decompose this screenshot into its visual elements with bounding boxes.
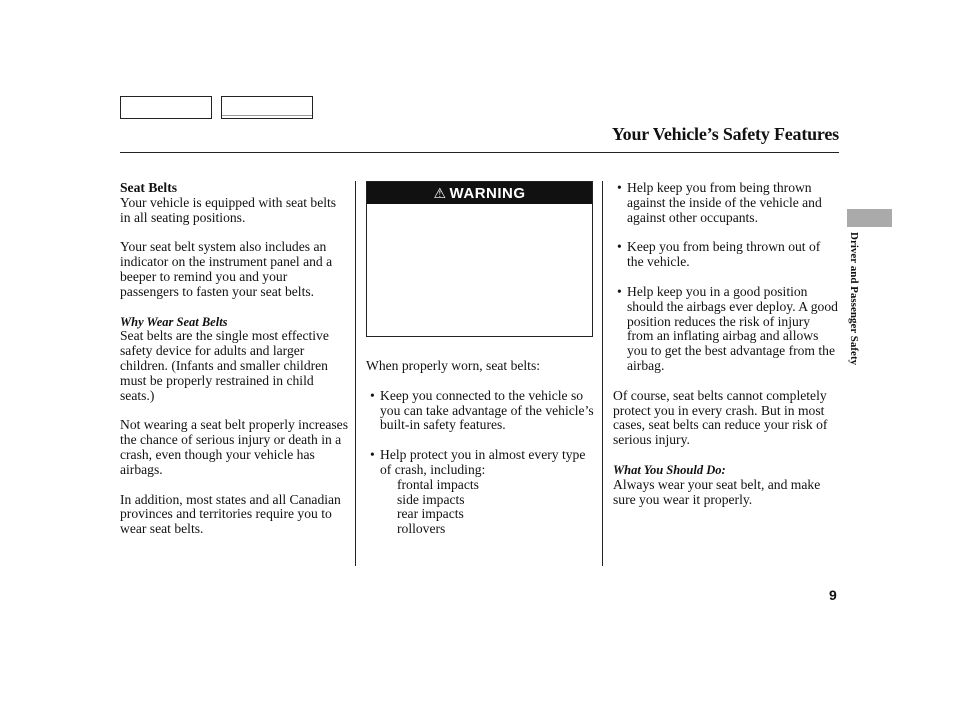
bullet-dot-icon: •: [617, 239, 622, 255]
warning-triangle-icon: ⚠: [433, 184, 447, 201]
why-wear-heading: Why Wear Seat Belts: [120, 314, 228, 329]
bullet-dot-icon: •: [370, 387, 375, 403]
crash-type-item: side impacts: [397, 491, 465, 507]
bullet-dot-icon: •: [617, 283, 622, 299]
bullet-good-position: [613, 285, 839, 374]
crash-type-item: rear impacts: [397, 506, 464, 522]
paragraph-indicator: Your seat belt system also includes an indicator on the instrument panel and a beeper to remind you and your passengers to fasten your seat belts.: [120, 239, 333, 299]
bullet-dot-icon: •: [370, 447, 375, 463]
bullet-text: Help protect you in almost every type of crash, including:: [380, 447, 586, 477]
crash-type-item: frontal impacts: [397, 476, 479, 492]
paragraph-not-wearing: Not wearing a seat belt properly increases the chance of serious injury or death in a crash, even though your vehicle has airbags.: [120, 417, 348, 477]
crash-type-item: rollovers: [397, 521, 446, 537]
column-divider-2: [602, 181, 603, 566]
bullet-connected: [366, 389, 596, 433]
bullet-thrown-against: [613, 181, 839, 225]
header-rule: [120, 152, 839, 153]
bullet-protect: [366, 448, 596, 478]
bullet-text: Keep you from being thrown out of the vehicle.: [627, 239, 821, 270]
side-tab-marker[interactable]: [847, 209, 892, 227]
column-1: [120, 181, 348, 537]
bullet-text: Keep you connected to the vehicle so you can take advantage of the vehicle’s built-in safety features.: [380, 387, 594, 433]
column-3: [613, 181, 839, 507]
bullet-dot-icon: •: [617, 180, 622, 195]
paragraph-of-course: Of course, seat belts cannot completely protect you in every crash. But in most cases, seat belts can reduce your risk of serious injury.: [613, 387, 828, 448]
page-number: 9: [829, 587, 837, 603]
column-divider-1: [355, 181, 356, 566]
bullet-text: Help keep you from being thrown against the inside of the vehicle and against other occupants.: [627, 180, 822, 225]
bullet-text: Help keep you in a good position should the airbags ever deploy. A good position reduces the risk of injury from an inflating airbag and allows you to get the best advantage from the airbag.: [627, 283, 838, 373]
what-you-should-do-heading: What You Should Do:: [613, 462, 726, 477]
bullet-thrown-out: [613, 240, 839, 270]
seat-belts-heading: Seat Belts: [120, 180, 178, 195]
section-title: Your Vehicle’s Safety Features: [611, 124, 839, 144]
paragraph-always-wear: Always wear your seat belt, and make sure you wear it properly.: [613, 476, 821, 507]
nav-tab-box-2[interactable]: [221, 96, 313, 119]
sidebar-section-label: Driver and Passenger Safety: [848, 232, 860, 366]
nav-tab-box-1[interactable]: [120, 96, 212, 119]
paragraph-equipped: Your vehicle is equipped with seat belts in all seating positions.: [120, 194, 337, 225]
paragraph-laws: In addition, most states and all Canadian provinces and territories require you to wear seat belts.: [120, 491, 341, 537]
warning-header: [367, 182, 592, 204]
paragraph-properly-worn: When properly worn, seat belts:: [366, 358, 541, 373]
warning-box: [366, 181, 593, 337]
column-2: [366, 359, 596, 537]
paragraph-effective: Seat belts are the single most effective safety device for adults and larger children. (Infants and smaller children must be properly restrained in child seats.): [120, 328, 329, 403]
warning-label: WARNING: [449, 184, 526, 202]
